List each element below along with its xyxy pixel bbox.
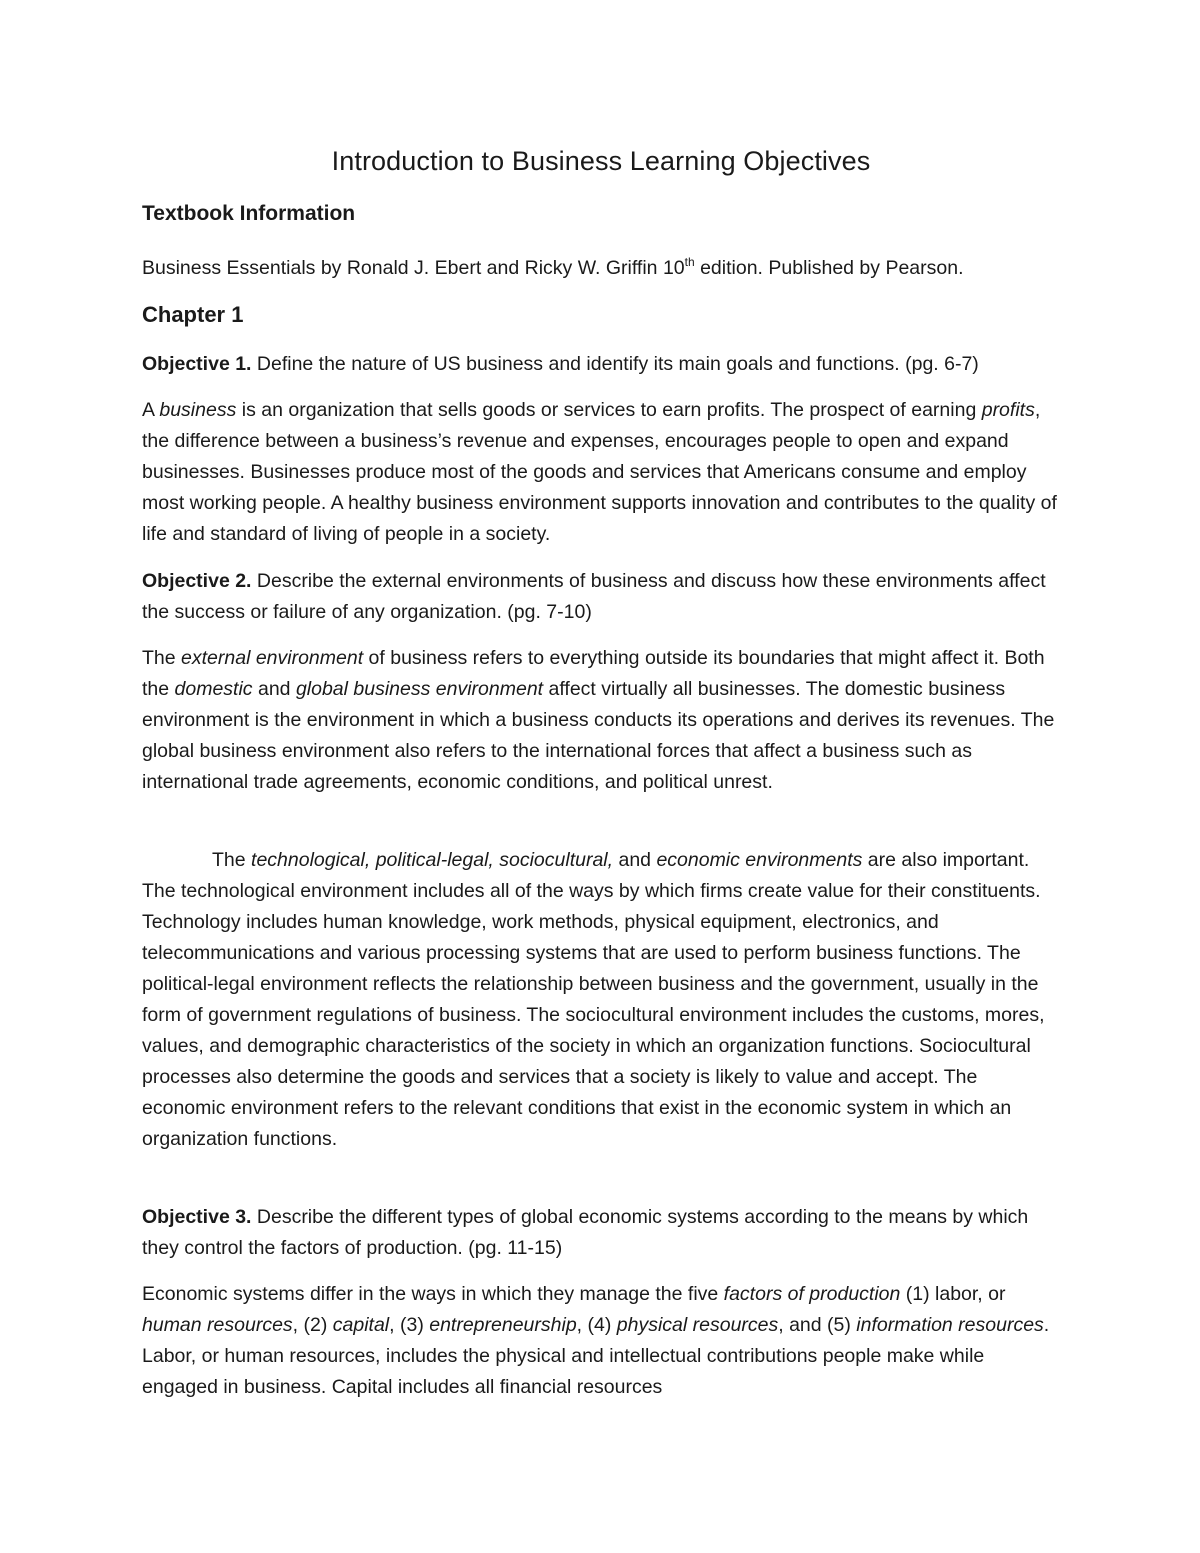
italic-term: global business environment [295, 678, 544, 700]
italic-term: factors of production [723, 1283, 901, 1305]
objective-3 [142, 1202, 1060, 1264]
objective-1 [142, 349, 1060, 380]
italic-term: economic environments [656, 849, 863, 871]
text-run: affect virtually all businesses. The domestic business environment is the environment in which a business conducts its operations and derives its revenues. The global business environment also refers to the international forces that affect a business such as international trade agreements, economic conditions, and political unrest. [142, 678, 1055, 793]
text-run: and [252, 678, 296, 700]
italic-term: business [159, 399, 237, 421]
text-run: , (2) [292, 1314, 333, 1336]
italic-term: profits [981, 399, 1035, 421]
textbook-line-text: Business Essentials by Ronald J. Ebert and Ricky W. Griffin 10 [142, 257, 685, 279]
italic-term: technological, political-legal, sociocultural, [251, 849, 614, 871]
text-run: , (4) [576, 1314, 617, 1336]
objective-3-text: Describe the different types of global economic systems according to the means by which they control the factors of production. (pg. 11-15) [142, 1206, 1029, 1259]
italic-term: entrepreneurship [429, 1314, 577, 1336]
objective-2-body-1 [142, 643, 1060, 798]
text-run: , and (5) [778, 1314, 857, 1336]
text-run: (1) labor, or [900, 1283, 1006, 1305]
text-run: The [142, 647, 182, 669]
text-run: The [212, 849, 252, 871]
chapter-heading: Chapter 1 [142, 302, 244, 327]
objective-3-body [142, 1279, 1060, 1403]
italic-term: human resources [142, 1314, 293, 1336]
text-run: is an organization that sells goods or services to earn profits. The prospect of earning [236, 399, 982, 421]
text-run: of business refers to everything outside its boundaries that might affect it. Both the [142, 647, 1045, 700]
italic-term: information resources [856, 1314, 1044, 1336]
objective-1-text: Define the nature of US business and identify its main goals and functions. (pg. 6-7) [251, 353, 979, 375]
objective-3-label: Objective 3. [142, 1206, 252, 1228]
document-title: Introduction to Business Learning Objectives [331, 146, 871, 176]
italic-term: external environment [181, 647, 364, 669]
text-run: are also important. The technological environment includes all of the ways by which firms create value for their constituents. Technology includes human knowledge, work methods, physical equipment, electronics, and telecommunications and various processing systems that are used to perform business functions. The political-legal environment reflects the relationship between business and the government, usually in the form of government regulations of business. The sociocultural environment includes the customs, mores, values, and demographic characteristics of the society in which an organization functions. Sociocultural processes also determine the goods and services that a society is likely to value and accept. The economic environment refers to the relevant conditions that exist in the economic system in which an organization functions. [142, 849, 1045, 1150]
objective-1-label: Objective 1. [142, 353, 252, 375]
textbook-line [142, 253, 964, 283]
italic-term: domestic [174, 678, 253, 700]
edition-superscript: th [684, 255, 695, 269]
textbook-line-publisher: edition. Published by Pearson. [694, 257, 964, 279]
textbook-heading: Textbook Information [142, 202, 356, 225]
objective-2 [142, 566, 1060, 628]
text-run: Economic systems differ in the ways in which they manage the five [142, 1283, 724, 1305]
text-run: A [142, 399, 160, 421]
objective-2-text: Describe the external environments of business and discuss how these environments affect the success or failure of any organization. (pg. 7-10) [142, 570, 1046, 623]
text-run: . Labor, or human resources, includes the physical and intellectual contributions people make while engaged in business. Capital includes all financial resources [142, 1314, 1050, 1398]
italic-term: physical resources [616, 1314, 779, 1336]
italic-term: capital [332, 1314, 390, 1336]
text-run: , (3) [389, 1314, 430, 1336]
objective-2-label: Objective 2. [142, 570, 252, 592]
objective-2-body-2 [142, 845, 1060, 1155]
objective-1-body [142, 395, 1060, 550]
text-run: and [613, 849, 657, 871]
text-run: , the difference between a business’s revenue and expenses, encourages people to open and expand businesses. Businesses produce most of the goods and services that Americans consume and employ most working people. A healthy business environment supports innovation and contributes to the quality of life and standard of living of people in a society. [142, 399, 1057, 545]
